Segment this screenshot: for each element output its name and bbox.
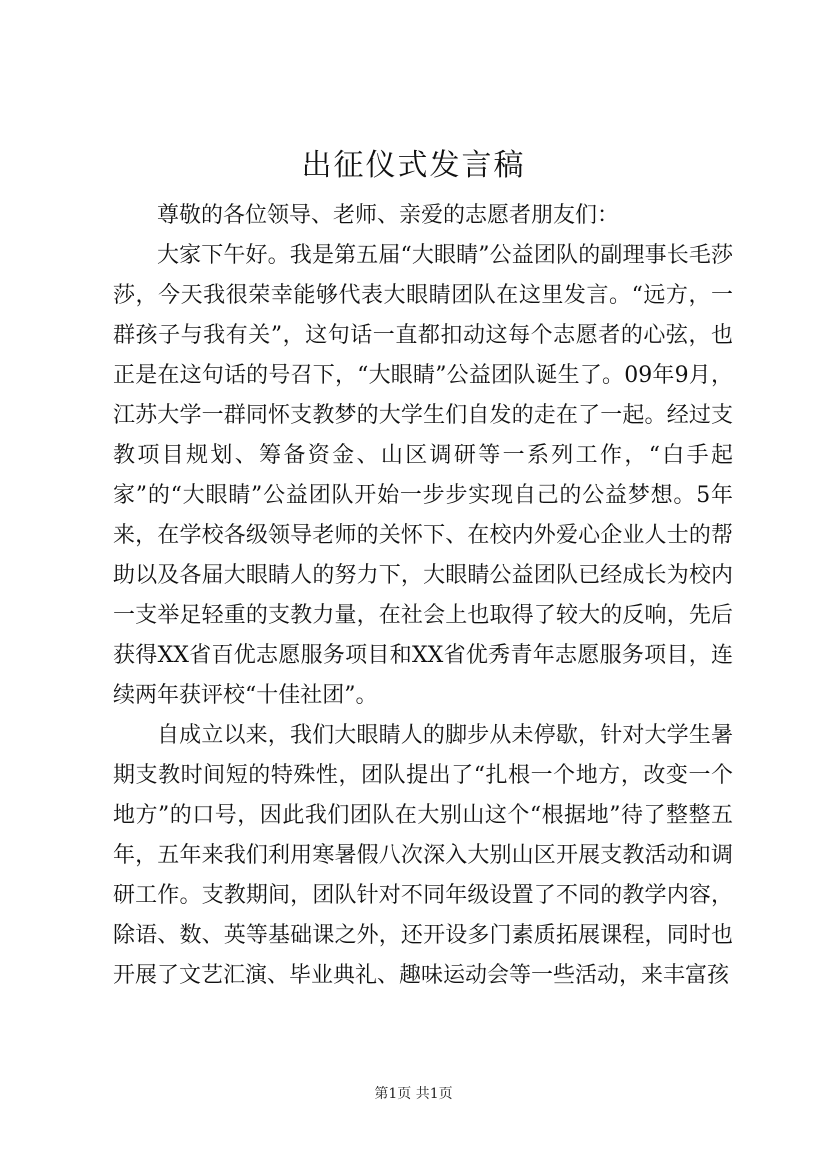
- page-footer: 第1页 共1页: [374, 1086, 453, 1102]
- body-paragraph: 自成立以来，我们大眼睛人的脚步从未停歇，针对大学生暑期支教时间短的特殊性，团队提出了“扎根一个地方，改变一个地方”的口号，因此我们团队在大别山这个“根据地”待了整整五年，五年来我们利用寒暑假八次深入大别山区开展支教活动和调研工作。支教期间，团队针对不同年级设置了不同的教学内容，除语、数、英等基础课之外，还开设多门素质拓展课程，同时也开展了文艺汇演、毕业典礼、趣味运动会等一些活动，来丰富孩: [113, 723, 733, 988]
- salutation-paragraph: 尊敬的各位领导、老师、亲爱的志愿者朋友们：: [157, 203, 620, 228]
- document-body: [113, 196, 733, 996]
- body-paragraph: 大家下午好。我是第五届“大眼睛”公益团队的副理事长毛莎莎，今天我很荣幸能够代表大眼睛团队在这里发言。“远方，一群孩子与我有关”，这句话一直都扣动这每个志愿者的心弦，也正是在这句话的号召下，“大眼睛”公益团队诞生了。09年9月，江苏大学一群同怀支教梦的大学生们自发的走在了一起。经过支教项目规划、筹备资金、山区调研等一系列工作，“白手起家”的“大眼睛”公益团队开始一步步实现自己的公益梦想。5年来，在学校各级领导老师的关怀下、在校内外爱心企业人士的帮助以及各届大眼睛人的努力下，大眼睛公益团队已经成长为校内一支举足轻重的支教力量，在社会上也取得了较大的反响，先后获得XX省百优志愿服务项目和XX省优秀青年志愿服务项目，连续两年获评校“十佳社团”。: [113, 243, 733, 708]
- document-title: 出征仪式发言稿: [301, 148, 526, 183]
